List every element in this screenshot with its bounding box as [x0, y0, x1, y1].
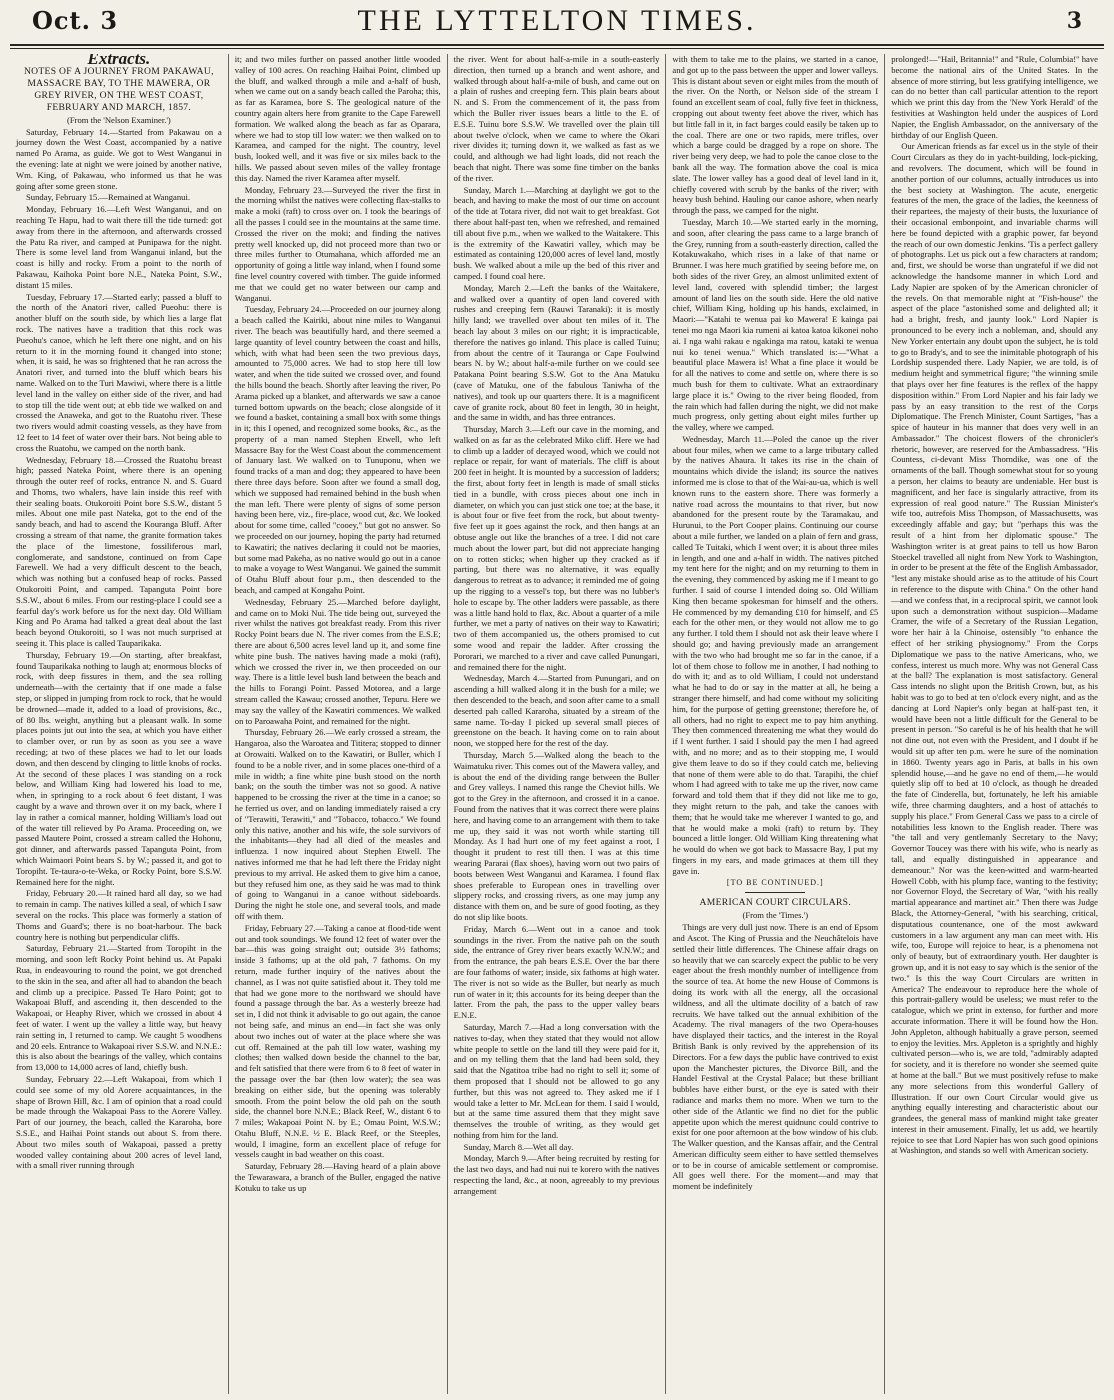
paragraph: Thursday, February 26.—We early crossed a stream, the Hangaroa, also the Waroatea and Tititera; stopped to dinner at Orowaiti. Walked on to the Kawatiri, or Buller, which I found to be a noble river, and in some places one-third of a mile in width; a fine white pine bush stood on the north bank; on the south the timber was not so good. A native happened to be crossing the river at the time in a canoe; so he ferried us over, and on landing immediately raised a cry of "Terawiti, Terawiti," and "Tobacco, tobacco." We found only this native, another and his wife, the sole survivors of the inhabitants—they had all died of the measles and influenza. I now inquired about Stephen Etwell. The natives informed me that he had left there the Friday night previous to my arrival. He asked them to give him a canoe, but they refused him one, as they said he was mad to think of going to Wanganui in a canoe without sideboards. During the night he stole one, and several tools, and made off with them.: [234, 727, 441, 921]
column-3: [448, 54, 667, 1394]
paragraph: Saturday, February 14.—Started from Pakawau on a journey down the West Coast, accompanied by a native named Po Arama, as guide. We got to West Wanganui in the evening: late at night we were joined by another native, Wm. King, of Pakawau, who informed us that he was going after some green stone.: [16, 126, 222, 191]
article-title: AMERICAN COURT CIRCULARS.: [699, 897, 852, 909]
paragraph: Tuesday, March 10.—We started early in the morning, and soon, after clearing the pass came to a large branch of the Grey, running from a south-easterly direction, called the Kotakuwakaho, which rises in a lake of that name or Brunner. I was here much gratified by seeing before me, on both sides of the river Grey, an almost unlimited extent of level land, covered with splendid timber; the largest amount of land lies on the south side. Here the old native chief, William King, holding up his hands, exclaimed, in Maori:—"Katahi te wenua pai ko Mawera! E kainga pai tenei mo nga Maori kia rumeni ai katoa katoa kikonei noho ai. I nga wahi rakau e ngakinga ma ratou, kataki te wenua nui ko tenei wenua." Which translated is:—"What a beautiful place Mawera is! What a fine place it would be for all the natives to come and settle on, where there is so much bush for them to cultivate. What an extraordinary large place it is." Owing to the river being flooded, from the rain which had fallen during the night, we did not make much progress, only getting about eight miles further up the valley, where we camped.: [672, 216, 879, 433]
paragraph: Thursday, March 3.—Left our cave in the morning, and walked on as far as the celebrated Miko cliff. Here we had to climb up a ladder of decayed wood, which we could not replace or repair, for want of materials. The cliff is about 200 feet in height. It is mounted by a succession of ladders; the first, about forty feet in length is made of small sticks tied in a bundle, with cross pieces about one inch in diameter, on which you can just stick one toe; at the base, it is about four or five feet from the rock, but about twenty-five feet up it goes against the rock, and then hangs at an obtuse angle out like the branches of a tree. I did not care much about the lower part, but did not appreciate hanging on to rotten sticks; when higher up they cracked as if parting, but there was no alternative, it was equally dangerous to retreat as to advance; it reminded me of going up the rigging to a vessel's top, but there was no lubber's hole to escape by. The other ladders were passable, as there was a little hand hold to flax, &c. About a quarter of a mile further, we met a party of natives on their way to Kawatiri; two of them accompanied us, the others promised to cut some wood and repair the ladder. After crossing the Pororari, we marched to a river and cave called Punungari, and remained there for the night.: [453, 424, 660, 672]
paragraph: Thursday, March 5.—Walked along the beach to the Waimatuku river. This comes out of the Mawera valley, and is about the end of the dividing range between the Buller and Grey valleys. I named this range the Cheviot hills. We got to the Grey in the afternoon, and crossed it in a canoe. Found from the natives that it was correct there were plains here, and having come to an arrangement with them to take me up, they said it was not worth while starting till Monday. As I had hurt one of my feet against a root, I thought it prudent to rest till then. I was at this time wearing Pararai (flax shoes), having worn out two pairs of boots between West Wanganui and Karamea. I found flax shoes preferable to European ones in travelling over slippery rocks, and crossing rivers, as one may jump any distance with them on, and be sure of good footing, as they do not slip like boots.: [453, 750, 660, 922]
paragraph: Sunday, March 8.—Wet all day.: [463, 1141, 574, 1152]
paragraph: Saturday, March 7.—Had a long conversation with the natives to-day, when they stated that they would not allow white people to settle on the land till they were paid for it, and on my telling them that the land had been sold, they said that the Ngatitoa tribe had no right to sell it; some of them proposed that I should not be allowed to go any further, but this was not agreed to. They asked me if I would take a letter to Mr. McLean for them. I said I would, but at the same time assured them that they might save themselves the trouble of writing, as they would get nothing from him for the land.: [453, 1021, 660, 1140]
paragraph: Sunday, February 22.—Left Wakapoai, from which I could see some of my old Aorere acquaintances, in the shape of Brown Hill, &c. I am of opinion that a road could be made through the Wakapoai Pass to the Aorere Valley. Part of our journey, the beach, called the Kararoha, bore S.S.E., and Haihai Point stands out about S. from there. About two miles south of Wakapoai, passed a pretty wooded valley containing about 200 acres of level land, with a small river running through: [16, 1073, 222, 1171]
paragraph: Saturday, February 21.—Started from Toropiht in the morning, and soon left Rocky Point behind us. At Papaki Rua, in endeavouring to round the point, we got drenched to the skin in the sea, and after all had to abandon the beach and climb up a precipice. Passed Te Haro Point; got to Wakapoai Bluff, and ascending it, then descended to the Wakapoai, or Heaphy River, which we crossed in about 4 feet of water. I went up the valley a little way, but heavy rain setting in, I returned to camp. We caught 5 woodhens and 20 eels. Entrance to Wakapoai river S.S.W. and N.N.E.: this is also about the bearings of the valley, which contains from 13,000 to 14,000 acres of land, chiefly bush.: [16, 943, 222, 1073]
article-source: (From the 'Times.'): [742, 910, 809, 921]
paragraph: Monday, February 23.—Surveyed the river the first in the morning whilst the natives were collecting flax-stalks to make a moki (raft) to cross over on. I took the bearings of all the passes I could see in the mountains at the same time. Crossed the river on the moki; and finding the natives pretty well knocked up, did not proceed more than two or three miles further to Otumahana, which afforded me an opportunity of going a little way inland, when I found some fine level country covered with timber. The guide informed me that we could get no water between our camp and Wanganui.: [234, 184, 441, 303]
columns: [10, 54, 1104, 1394]
paragraph: Monday, March 9.—After being recruited by resting for the last two days, and had nui nui te korero with the natives respecting the land, &c., at noon, agreeably to my previous arrangement: [453, 1153, 660, 1196]
column-4: [666, 54, 885, 1394]
paragraph: Tuesday, February 17.—Started early; passed a bluff to the north of the Anatori river, called Pueohu: there is another bluff on the south side, by which lies a large flat rock. The natives have a tradition that this rock was Pueohu's canoe, which he left there one night, and on his return to it in the morning found it changed into stone; when, it is said, he was so frightened that he ran across the Anatori river, and turned into the bluff which bears his name. Walked on to the Turi Mawiwi, where there is a little level land in the valley on either side of the river, and had to stop till the tide went out; at ebb tide we walked on and crossed the Anaweka, and got to the Ruatohu river. These two rivers would admit coasting vessels, as they have from 12 feet to 14 feet of water over their bars. Not being able to cross the Ruatohu, we camped on the north bank.: [16, 291, 222, 453]
paragraph: it; and two miles further on passed another little wooded valley of 100 acres. On reaching Haihai Point, climbed up the bluff, and walked through a mile and a-half of bush, when we came out on a sandy beach called the Paroha; this, as far as Karamea, bore S. The geological nature of the country again alters here from granite to the Cape Farewell formation. We walked along the beach as far as Oparara, where we had to stop till low water: we then walked on to Karamea, and camped for the night. The country, level bush, looked well, and it was five or six miles back to the hills. We passed about seven miles of the valley frontage this day. Named the river Karamea after myself.: [234, 54, 441, 183]
paragraph: prolonged!—"Hail, Britannia!" and "Rule, Columbia!" have become the national airs of the United States. In the absence of more stirring, but less gratifying intelligence, we can do no better than call particular attention to the report which we print this day from the 'New York Herald' of the festivities at Washington held under the auspices of Lord Napier, the English Ambassador, on the anniversary of the birthday of our English Queen.: [891, 54, 1098, 140]
article-title: NOTES OF A JOURNEY FROM PAKAWAU, MASSACRE BAY, TO THE MAWERA, OR GREY RIVER, ON THE WEST COAST, FEBRUARY AND MARCH, 1857.: [23, 65, 214, 113]
column-1: [10, 54, 229, 1394]
paragraph: the river. Went for about half-a-mile in a south-easterly direction, then turned up a branch and went ashore, and walked through about half-a-mile of bush, and came out on a plain of rushes and creeping fern. This plain bears about N. and S. From the commencement of it, the pass from which the Buller river issues bears a little to the E. of E.S.E. Tuinu bore S.S.W. We travelled over the plain till about twelve o'clock, when we came to where the Okari river divides it; turning down it, we walked as fast as we could, and although we had light loads, did not reach the beach that night. There was some fine timber on the banks of the river.: [453, 54, 660, 183]
paragraph: Saturday, February 28.—Having heard of a plain above the Tewarawara, a branch of the Buller, engaged the native Kotuku to take us up: [234, 1161, 441, 1193]
paragraph: Sunday, February 15.—Remained at Wanganui.: [26, 192, 190, 203]
section-divider: [745, 892, 805, 893]
issue-date: Oct. 3: [32, 6, 119, 35]
paragraph: Sunday, March 1.—Marching at daylight we got to the beach, and having to make the most of our time on account of the tide at Totara river, did not wait to get breakfast. Got there about half-past ten, when we refreshed, and remained till about five p.m., when we walked to the Waitakere. This is the extremity of the Kawatiri valley, which may be estimated as containing 120,000 acres of level land, mostly bush. We walked about a mile up the bed of this river and camped. I found coal here.: [453, 184, 660, 281]
masthead-rule: [10, 48, 1104, 49]
paragraph: Thursday, February 19.—On starting, after breakfast, found Tauparikaka nothing to laugh at; enormous blocks of rock, with deep fissures in them, and the sea rolling underneath—with the certainty that if one made a false step, or slipped in jumping from rock to rock, that he would be drowned—made it, added to a load of provisions, &c., of 80 lbs. weight, anything but a pleasant walk. In some places points jut out into the sea, at which you have either to clamber over, or run by as soon as you see a wave receding; at two of these places we had to let our loads down, and then descend by clinging to little knobs of rocks. At the second of these places I was standing on a rock below, and William King had lowered his load to me, when, in springing to a rock about 6 feet distant, I was caught by a wave and thrown over it on my back, where I lay in rather a comical manner, holding William's load out of the water till relieved by Po Arama. Proceeding on, we passed Mautere Point, crossed a stream called the Hohonu, got dinner, and afterwards passed Tapanguta Point, from which Waimaori Point bears S. by W.; passed it, and got to Toropiht. Te-taura-o-te-Weka, or Rocky Point, bore S.S.W. Remained here for the night.: [16, 649, 222, 887]
section-heading: Extracts.: [87, 54, 151, 68]
paragraph: Tuesday, February 24.—Proceeded on our journey along a beach called the Kairiki, about nine miles to Wanganui river. The beach was beautifully hard, and there seemed a large quantity of level country between the coast and hills, which, with what had been seen the two previous days, amounted to 75,000 acres. We had to stop here till low water, and when the tide suited we crossed over, and found the hills bound the beach. Shortly after leaving the river, Po Arama picked up a blanket, and afterwards we saw a canoe turned bottom upwards on the beach; close alongside of it we found a basket, containing a small box with some things in it; this I opened, and recognized some books, &c., as the property of a man named Stephen Etwell, who left Massacre Bay for the West Coast about the commencement of January last. We walked on to Tunuponu, when we found tracks of a man and dog; they appeared to have been there three days before. Soon after we found a small dog, which we supposed had remained behind in the bush when the man left. There were plenty of signs of some person having been here, viz., fire-place, wood cut, &c. We looked about for some time, called "cooey," but got no answer. So we proceeded on our journey, hoping the party had returned to Kawatiri; the natives declaring it could not be maories, but some mad Pakeha, as no native would go out in a canoe to make a voyage to West Wanganui. We gained the summit of Otahu Bluff about four p.m., then descended to the beach, and camped at Kongahu Point.: [234, 304, 441, 596]
paragraph: Friday, February 27.—Taking a canoe at flood-tide went out and took soundings. We found 12 feet of water over the bar—this was going straight out; outside 3½ fathoms; inside 3 fathoms; up at the old pah, 7 fathoms. On my return, made further inquiry of the natives about the channel, as I was not quite satisfied about it. They told me that had we gone more to the northward we should have found a passage through the bar. As a westerly breeze had set in, I did not think it advisable to go out again, the canoe not being safe, and minus an end—in fact she was only about two inches out of water at the place where she was cut off. Remained at the pah till low water, washing my clothes; then walked down beside the channel to the bar, and felt satisfied that there were from 6 to 8 feet of water in the passage over the bar (then low water); the sea was breaking on either side, but the opening was tolerably smooth. From the point below the old pah on the south side, the channel bore N.N.E.; Black Reef, W., distant 6 to 7 miles; Wakapoai Point N. by E.; Omau Point, W.S.W.; Otahu Bluff, N.N.E. ½ E. Black Reef, or the Steeples, would, I imagine, form an excellent place of refuge for vessels caught in bad weather on this coast.: [234, 922, 441, 1160]
paragraph: Friday, February 20.—It rained hard all day, so we had to remain in camp. The natives killed a seal, of which I saw several on the rocks. This place was formerly a station of Thoms and Guard's; there is no boat-harbour. The back country here is nothing but perpendicular cliffs.: [16, 888, 222, 942]
newspaper-title: THE LYTTELTON TIMES.: [357, 4, 757, 37]
column-5: [885, 54, 1104, 1394]
article-source: (From the 'Nelson Examiner.'): [66, 114, 171, 125]
page-number: 3: [1066, 8, 1082, 34]
paragraph: Things are very dull just now. There is an end of Epsom and Ascot. The King of Prussia and the Neuchâtelois have settled their little differences. The Chinese affair drags on so heavily that we can scarcely expect the public to be very eager about the fresh monthly number of intelligence from the source of tea. At home the new House of Commons is doing its work with all the energy, all the occasional wildness, and all the ultimate docility of a batch of raw recruits. We have talked out the annual exhibition of the Academy. The rival managers of the two Opera-houses have displayed their tactics, and the interest in the Royal British Bank is only revived by the apprehension of its Directors. For a few days the public have contrived to exist upon the Manchester pictures, the Divorce Bill, and the Handel Festival at the Crystal Palace; but these brilliant bubbles have either burst, or the eye is sated with their radiance and marks them no more. When we turn to the other side of the Atlantic we find no diet for the public appetite upon which the merest quidnunc could contrive to exist for one poor afternoon at the bow window of his club. The Walker question, and the Kansas affair, and the Central American difficulty seem either to have settled themselves or to be in course of amicable settlement or compromise. All goes well there. For the moment—and may that moment be indefinitely: [672, 922, 879, 1192]
continued-note: [TO BE CONTINUED.]: [726, 877, 824, 887]
paragraph: Wednesday, March 4.—Started from Punungari, and on ascending a hill walked along it in the bush for a mile; we then descended to the beach, and soon after came to a small deserted pah called Kararoha, situated by a stream of the same name. To-day I picked up several small pieces of greenstone on the beach. It having come on to rain about noon, we stopped here for the rest of the day.: [453, 673, 660, 749]
paragraph: Wednesday, February 18.—Crossed the Ruatohu breast high; passed Nateka Point, where there is an opening through the outer reef of rocks, entrance N. and S. Guard and Thoms, two whalers, have lain inside this reef with their sealing boats. Otukoroiti Point bore S.S.W., distant 5 miles. About one mile past Nateka, got to the end of the sandy beach, and had to ascend the Kouranga Bluff. After crossing a stream of that name, the granite formation takes the place of the limestone, fossiliferous marl, conglomerate, and sandstone, continued on from Cape Farewell. We had a very difficult descent to the beach, which was nothing but a confused heap of rocks. Passed Otukoroiti Point, and camped. Tapanguta Point bore S.S.W., about 6 miles. From our resting-place I could see a fearful day's work before us for the next day. Old William King and Po Arama had talked a great deal about the last beach beyond Otukoroiti, so I was not much surprised at seeing it. This place is called Tauparikaka.: [16, 454, 222, 649]
paragraph: Wednesday, February 25.—Marched before daylight, and came on to Moki Nui. The tide being out, surveyed the river whilst the natives got breakfast ready. From this river Rocky Point bears due N. The river comes from the E.S.E; there are about 6,500 acres level land up it, and some fine white pine bush. The natives having made a moki (raft), which we crossed the river in, we then proceeded on our way. There is a little level bush land between the beach and the hills to Forangi Point. Passed Motorea, and a large stream called the Kawau; crossed another, Tepuru. Here we may say the valley of the Kawatiri commences. We walked on to Paroawaha Point, and remained for the night.: [234, 596, 441, 726]
paragraph: Our American friends as far excel us in the style of their Court Circulars as they do in yacht-building, lock-picking, and revolvers. The document, which will be found in another portion of our columns, actually introduces us into the best society at Washington. The acute, energetic features of the men, the grace of the ladies, the keenness of their repartees, the majesty of their busts, the luxuriance of their occasional embonpoint, and invariable charms will here be found depicted with a graphic power, far beyond the reach of our own domestic Jenkins. 'Tis a perfect gallery of photographs. Let us pick out a few characters at random; and, first, we should be worse than ungrateful if we did not acknowledge the handsome manner in which Lord and Lady Napier are spoken of by the American chronicler of the revels. On that memorable night at "Fish-house" the aspect of the place "astonished some and delighted all; it had a bright, fresh, and jaunty look." Lord Napier is pronounced to be every inch a nobleman, and, should any New Yorker entertain any doubt upon the subject, he is told to go to Brady's, and to see the inimitable photograph of his Lordship suspended there. Lady Napier, we are told, is of medium height and symmetrical figure; "the winning smile that plays over her fine features is the reflex of the happy disposition within." From Lord Napier and his fair lady we pass by an easy transition to the rest of the Corps Diplomatique. The French Minister, Count Sartiges, "has a spice of hauteur in his manner that does very well in an Ambassador." The choicest flowers of the chronicler's rhetoric, however, are reserved for the Ambassadress. "His Countess, ci-devant Miss Thorndike, was one of the ornaments of the ball. Though somewhat stout for so young a person, her claims to beauty are undeniable. Her bust is magnificent, and her face is singularly attractive, from its expression of real good nature." The Russian Minister's wife too, autrefois Miss Thompson, of Massachusetts, was exceedingly affable and gay; but "perhaps this was the result of a hint from her diplomatic spouse." The Washington writer is at great pains to tell us how Baron Stoeckel travelled all night from New York to Washington, in order to be present at the fête of the English Ambassador, "lest any mistake should arise as to the attitude of his Court in reference to the dispute with China." On the other hand—and we confess that, in a reciprocal spirit, we cannot look upon such a demonstration without suspicion—Madame Cramer, the wife of a Secretary of the Russian Legation, wore her hair à la Chinoise, ostensibly "to enhance the effect of her striking physiognomy." From the Corps Diplomatique we pass to the native Americans, who, we confess, interest us much more. Why was not General Cass at the ball? The explanation is most satisfactory. General Cass intends no slight upon the British Crown, but, as his habit was to go to bed at ten o'clock every night, and as the dancing at Lord Napier's only began at half-past ten, it would have been not a little difficult for the General to be present in person. "So careful is he of his health that he will not dine out, not even with the President, and I doubt if he would sit up after ten p.m. were he sure of the nomination in 1860. Twenty years ago in Paris, at balls in his own splendid house,—and he gave no end of them,—he would quietly slip off to bed at 10 o'clock, as though he dreaded the fate of Cinderella, but, fortunately, he left his amiable wife, three charming daughters, and a host of attachés to supply his place." From General Cass we pass to a circle of notabilities less known to the English reader. There was "the tall and very gentlemanly Secretary to the Navy; Governor Toucey was there with his wife, who is nearly as tall, and equally distinguished in appearance and demeanour." Nor was the keen-witted and warm-hearted Howell Cobb, with his plump face, wanting to the festivity; nor Governor Floyd, the Secretary of War, "with his really martial appearance and martinet air." Then there was Judge Black, the Attorney-General, "with his searching, critical, disputatious countenance, one of the most awkward customers in a law argument any man can meet with. His wife, too, Europe will rejoice to hear, is a phenomena not only of beauty, but of extraordinary youth. Her daughter is grown up, and it is not easy to say which is the senior of the two." Is this the way Court Circulars are written in America? The endeavour to reproduce here the whole of this portrait-gallery would be useless; we must refer to the catalogue, which we print in extenso, for further and more accurate information. There it will be found how the Hon. John Appleton, although habitually a grave person, seemed to enjoy the levities. Mrs. Appleton is a sprightly and highly cultivated person—who is, we are told, "admirably adapted for society, and it is therefore no wonder she seemed quite at home at the ball." But we must positively refuse to make any more selections from this wonderful Gallery of Illustration. If our own Court Circular would give us anything equally interesting and characteristic about our grandees, the general mass of mankind might take greater interest in their amusement. Finally, let us add, we heartily rejoice to see that Lord Napier has won such good opinions at Washington, and stands so well with American society.: [891, 141, 1098, 1156]
paragraph: Friday, March 6.—Went out in a canoe and took soundings in the river. From the native pah on the south side, the entrance of Grey river bears exactly W.N.W.; and from the entrance, the pah bears E.S.E. Over the bar there are four fathoms of water; inside, six fathoms at high water. The river is not so wide as the Buller, but nearly as much run of water in it; this accounts for its being deeper than the latter. From the pah, the pass to the upper valley bears E.N.E.: [453, 923, 660, 1021]
paragraph: Wednesday, March 11.—Poled the canoe up the river about four miles, when we came to a large tributary called by the natives Ahaura. It takes its rise in the chain of mountains which divide the island; its source the natives informed me is close to that of the Wai-au-ua, which is well known runs to the eastern shore. There was formerly a native road across the mountains to that river, but now abandoned for the present route by the Taramakau, and Hurunui, to the Port Cooper plains. Continuing our course about a mile further, we landed on a plain of fern and grass, called Te Tuitaki, which I went over; it is about three miles in length, and one and a-half in width. The natives pitched my tent here for the night; and on my returning to them in the evening, they commenced by asking me if I meant to go further. I said of course I intended doing so. Old William King then became spokesman for himself and the others. He commenced by my demanding £10 for himself, and £5 each for the other men, or they would not allow me to go any further. I told them I should not ask their leave where I should go; and having previously made an arrangement with the two who had brought me so far in the canoe, if a lot of them chose to follow me in another, I had nothing to do with it; and as to old William, I could not understand what he had to do or say in the matter at all, he being a stranger there himself, and had come without my soliciting him, for the purpose of getting greenstone; therefore he, of all others, had no right to expect me to pay him anything. They then commenced threatening me what they would do if I went further. I said I should pay the men I had agreed with, and no more; and as to their stopping me, I would give them leave to do so if they could catch me, believing that none of them were able to do that. Tarapihi, the chief whom I had agreed with to take me up the river, now came forward and told them that if they did not like me to go, they might return to the pah, and take the canoes with them; that he would take me wherever I wanted to go, and that he would make a moki (raft) to return by. They bounced a little longer. Old William King threatening what he would do when we got back to Massacre Bay, I put my fingers in my ears, and made grimaces at them till they gave in.: [672, 433, 879, 876]
paragraph: Monday, March 2.—Left the banks of the Waitakere, and walked over a quantity of open land covered with rushes and creeping fern (Rauwi Taranaki): it is mostly hilly land; we travelled over about ten miles of it. The beach lay about 3 miles on our right; it is impracticable, therefore the natives go inland. This place is called Tuinu; from about the centre of it Tauranga or Cape Foulwind bears N. by W.; about half-a-mile further on we could see Patakana Point bearing S.S.W. Got to the Ana Matuku (cave of Matuku, one of the fabulous Taniwha of the natives), and took up our quarters there. It is a magnificent cave of granite rock, about 80 feet in length, 30 in height, and the same in width, and has three entrances.: [453, 282, 660, 423]
column-2: [229, 54, 448, 1394]
paragraph: with them to take me to the plains, we started in a canoe, and got up to the pass between the upper and lower valleys. This is distant about seven or eight miles from the mouth of the river. On the North, or Nelson side of the stream I found an excellent seam of coal, fully five feet in thickness, cropping out about twenty feet above the river, which has but little fall in it, in fact barges could easily be taken up to the coal. There are one or two rapids, mere trifles, over which a barge could be dragged by a rope on shore. The river being very deep, we had to pole the canoe close to the bank all the way. The formation above the coal is mica slate. The lower valley has a good deal of level land in it, chiefly covered with scrub by the banks of the river; with heavy bush behind. Hauling our canoe ashore, when nearly through the pass, we camped for the night.: [672, 54, 879, 216]
paragraph: Monday, February 16.—Left West Wanganui, and on reaching Te Hapu, had to wait there till the tide turned: got away from there in the afternoon, and afterwards crossed the Patu Ra river, and camped at Punipawa for the night. There is some level land from Wanganui inland, but the coast is hilly and rocky. From a point to the north of Pakawau, Kaihoka Point bore N.E., Nateka Point, S.W., distant 15 miles.: [16, 204, 222, 290]
masthead: [10, 0, 1104, 46]
